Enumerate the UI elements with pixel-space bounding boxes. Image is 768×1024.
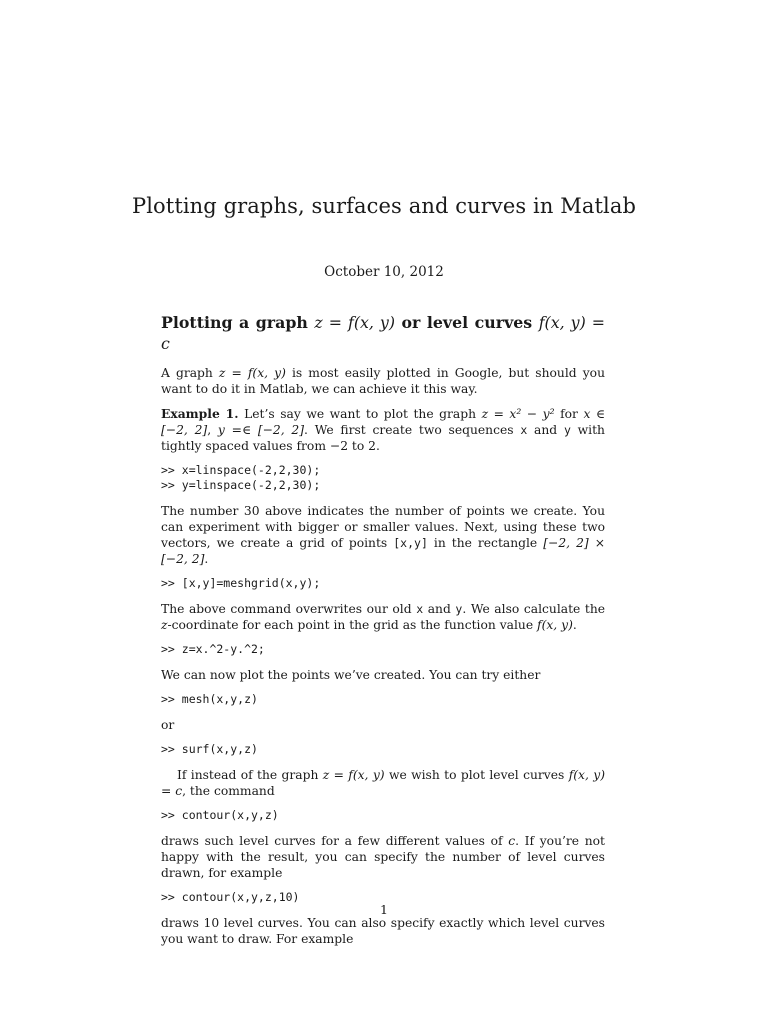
page-number: 1 — [380, 902, 388, 917]
code-inline: x — [416, 602, 424, 616]
paragraph-or: or — [161, 718, 175, 732]
paragraph-intro — [161, 365, 605, 397]
text: . We also calculate the — [462, 602, 606, 616]
math: z = x² − y² — [481, 407, 555, 421]
math: z — [161, 618, 168, 632]
heading-math-2: f(x, y) = c — [161, 313, 605, 353]
paragraph-overwrite — [161, 601, 605, 633]
text: is most easily plotted in Google, but should you want to do it in Matlab, we can achieve it this way. — [161, 366, 605, 396]
text: . — [204, 552, 209, 566]
text: in the rectangle — [427, 536, 544, 550]
document-date: October 10, 2012 — [324, 264, 444, 280]
text: A graph — [161, 366, 219, 380]
paragraph-specify: draws 10 level curves. You can also specify exactly which level curves you want to draw. For example — [161, 916, 605, 946]
code-inline: x — [520, 423, 528, 437]
section-heading — [161, 312, 605, 354]
paragraph-level-curves — [161, 767, 605, 799]
paragraph-example — [161, 406, 605, 454]
code-block-mesh: >> mesh(x,y,z) — [161, 692, 258, 706]
code-block-surf: >> surf(x,y,z) — [161, 742, 258, 756]
heading-math-1: z = f(x, y) — [314, 313, 396, 332]
document-body — [161, 312, 605, 956]
heading-text-1: Plotting a graph — [161, 313, 315, 332]
code-block-linspace: >> x=linspace(-2,2,30); >> y=linspace(-2,2,30); — [161, 463, 321, 492]
code-inline: y — [563, 423, 571, 437]
math: [−2, 2] × [−2, 2] — [161, 536, 606, 566]
text: and — [527, 423, 564, 437]
code-block-contour-10: >> contour(x,y,z,10) — [161, 890, 300, 904]
code-block-z: >> z=x.^2-y.^2; — [161, 642, 265, 656]
paragraph-plot: We can now plot the points we’ve created. You can try either — [161, 668, 541, 682]
math: x ∈ [−2, 2] — [161, 407, 606, 437]
text: . If you’re not happy with the result, you can specify the number of level curves drawn, for example — [161, 834, 605, 880]
text: . — [572, 618, 577, 632]
text: we wish to plot level curves — [384, 768, 569, 782]
text: and — [423, 602, 456, 616]
text: The number 30 above indicates the number of points we create. You can experiment with bigger or smaller values. Next, using these two vectors, we create a grid of points — [161, 504, 605, 550]
math: y =∈ [−2, 2] — [217, 423, 305, 437]
math: z = f(x, y) — [218, 366, 286, 380]
text: -coordinate for each point in the grid as the function value — [167, 618, 538, 632]
paragraph-grid — [161, 503, 605, 567]
text: for — [554, 407, 584, 421]
document-title: Plotting graphs, surfaces and curves in Matlab — [132, 194, 636, 218]
code-inline: [x,y] — [393, 536, 428, 550]
math: z = f(x, y) — [322, 768, 385, 782]
text: The above command overwrites our old — [161, 602, 417, 616]
math: f(x, y) — [537, 618, 573, 632]
text: with tightly spaced values from −2 to 2. — [161, 423, 605, 453]
code-block-contour: >> contour(x,y,z) — [161, 808, 279, 822]
paragraph-contour-values — [161, 833, 605, 881]
math: c — [508, 834, 516, 848]
text: . We first create two sequences — [304, 423, 521, 437]
heading-text-2: or level curves — [395, 313, 539, 332]
math: f(x, y) = c — [161, 768, 605, 798]
code-inline: y — [455, 602, 463, 616]
text: If instead of the graph — [177, 768, 323, 782]
text: , the command — [182, 784, 275, 798]
text: , — [207, 423, 218, 437]
code-block-meshgrid: >> [x,y]=meshgrid(x,y); — [161, 576, 321, 590]
text: draws such level curves for a few different values of — [161, 834, 509, 848]
text: Let’s say we want to plot the graph — [238, 407, 482, 421]
example-label: Example 1. — [161, 406, 239, 421]
